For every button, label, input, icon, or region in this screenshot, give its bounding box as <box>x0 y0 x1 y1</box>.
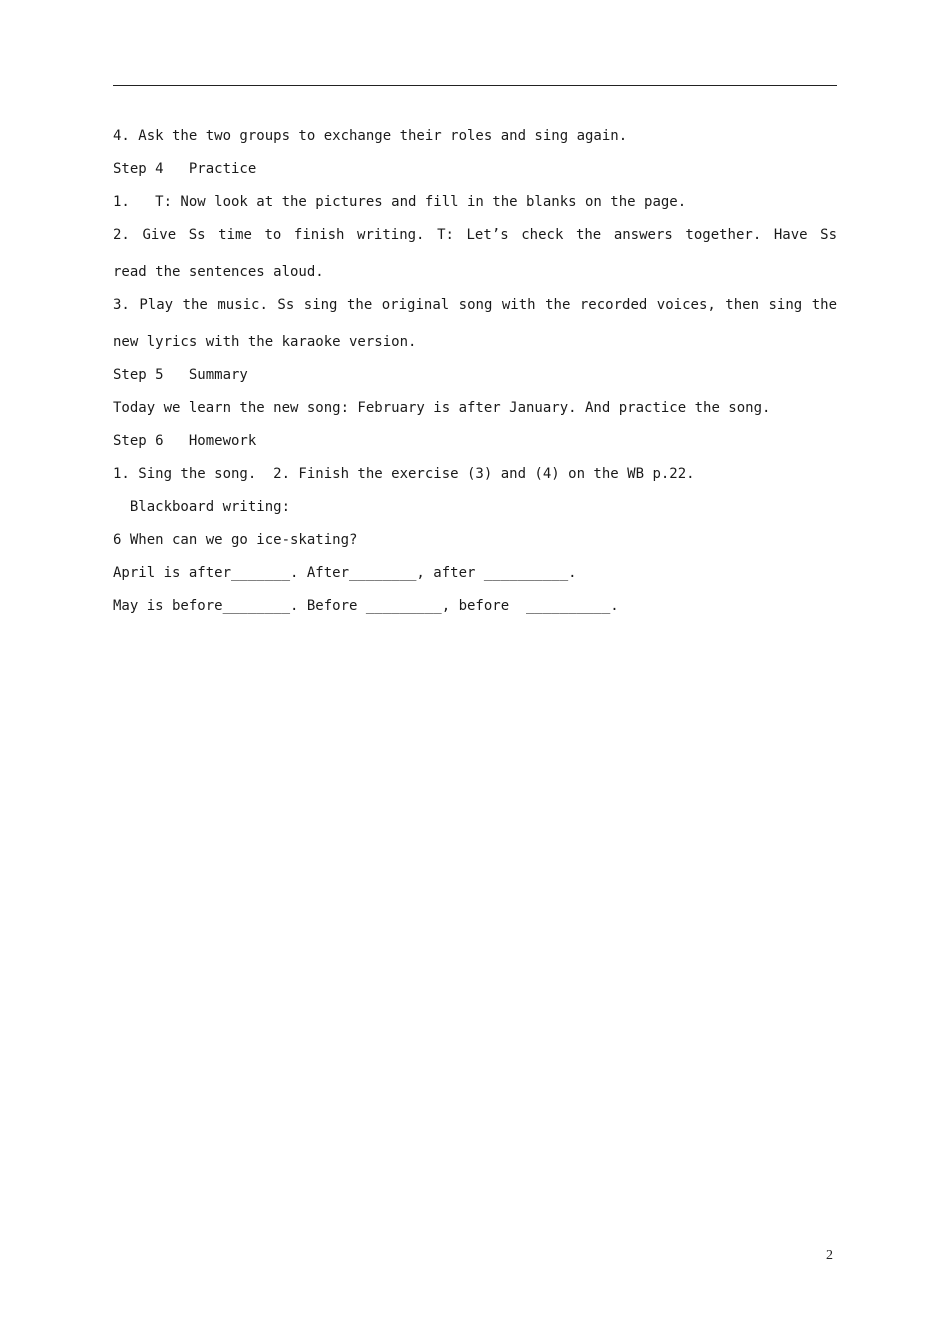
step5-summary: Today we learn the new song: February is after January. And practice the song. <box>113 400 771 416</box>
step6-heading: Step 6 Homework <box>113 433 257 449</box>
step5-heading: Step 5 Summary <box>113 367 248 383</box>
page-number: 2 <box>826 1248 833 1263</box>
blackboard-title: 6 When can we go ice-skating? <box>113 532 358 548</box>
step4-heading: Step 4 Practice <box>113 161 257 177</box>
document-body <box>113 126 837 629</box>
step4-item2-line2: read the sentences aloud. <box>113 264 324 280</box>
step3-item4: 4. Ask the two groups to exchange their roles and sing again. <box>113 128 628 144</box>
step4-item2-line1: 2. Give Ss time to finish writing. T: Let’s check the answers together. Have Ss <box>113 227 837 243</box>
step4-item3-line1: 3. Play the music. Ss sing the original song with the recorded voices, then sing the <box>113 297 837 313</box>
blackboard-may: May is before________. Before _________, before __________. <box>113 598 619 614</box>
header-rule <box>113 85 837 86</box>
step6-homework: 1. Sing the song. 2. Finish the exercise (3) and (4) on the WB p.22. <box>113 466 695 482</box>
blackboard-heading: Blackboard writing: <box>113 499 291 515</box>
step4-item1: 1. T: Now look at the pictures and fill in the blanks on the page. <box>113 194 687 210</box>
blackboard-april: April is after_______. After________, after __________. <box>113 565 577 581</box>
step4-item3-line2: new lyrics with the karaoke version. <box>113 334 417 350</box>
